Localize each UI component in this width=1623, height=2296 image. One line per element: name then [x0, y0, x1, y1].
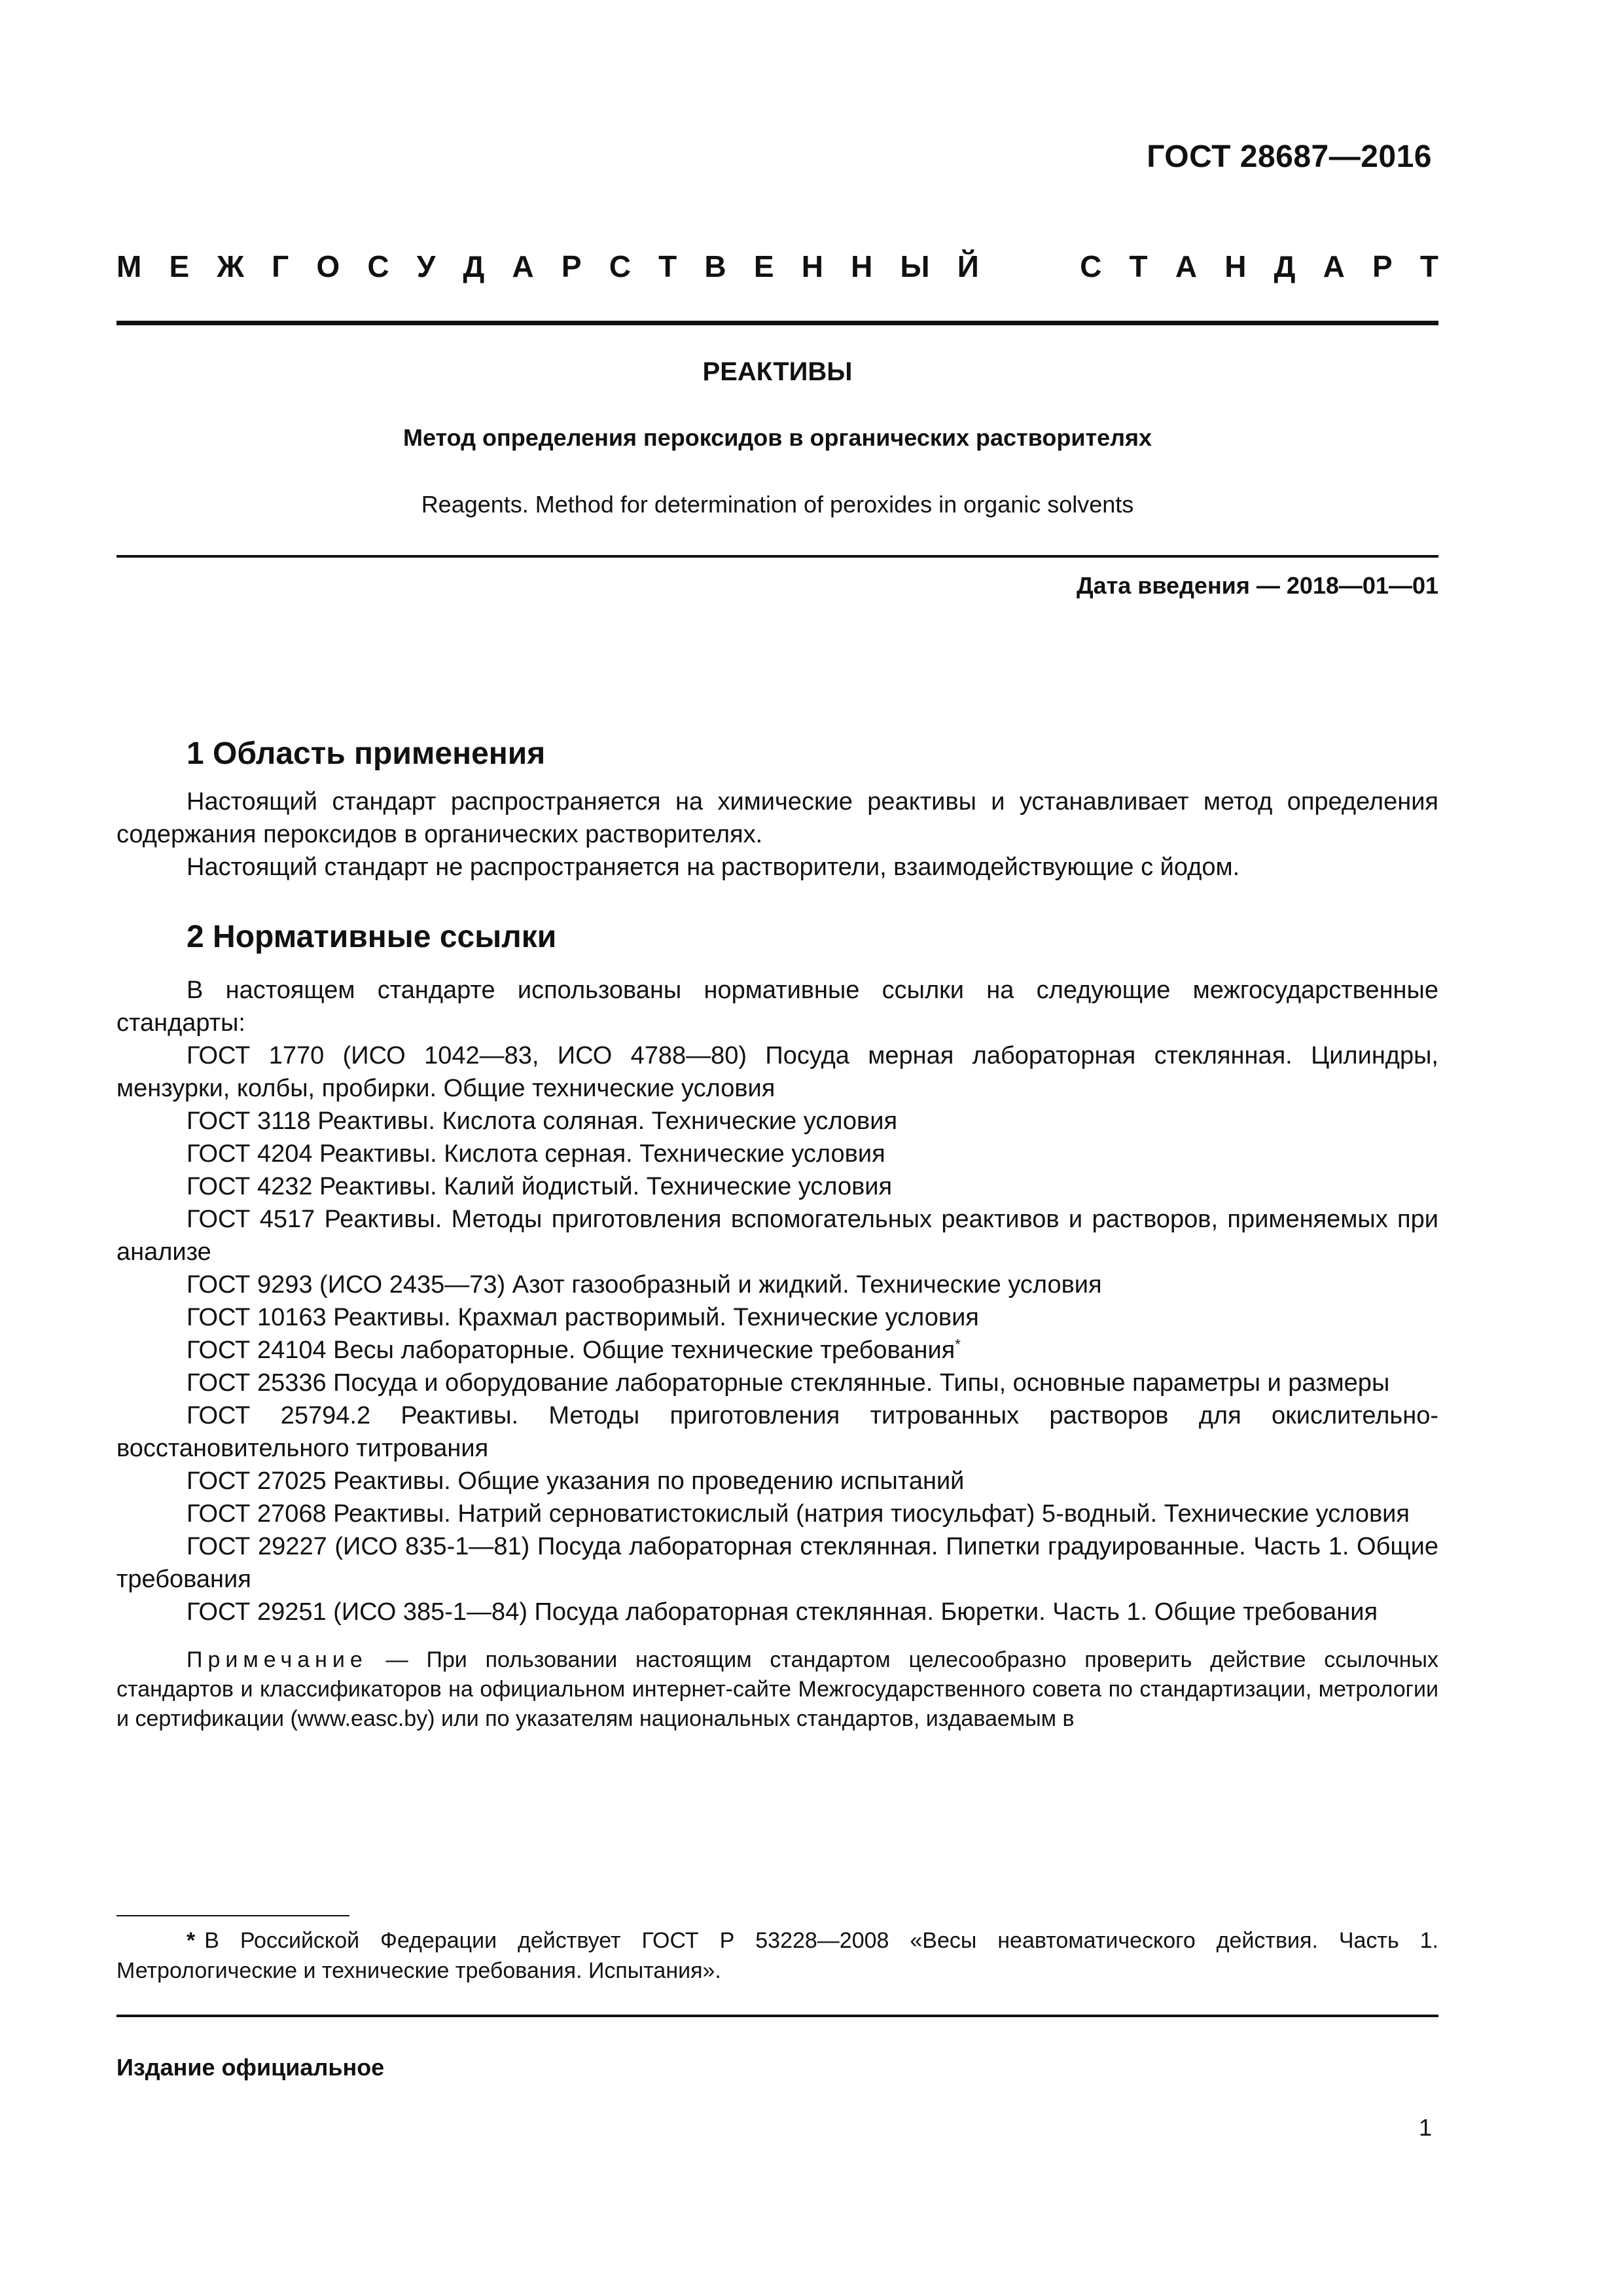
section-1-title: 1 Область применения	[187, 736, 546, 771]
heading-letter: О	[316, 249, 340, 283]
reference-item: ГОСТ 25336 Посуда и оборудование лабораторные стеклянные. Типы, основные параметры и размеры	[187, 1369, 1390, 1397]
introduction-date: Дата введения — 2018—01—01	[1076, 572, 1438, 599]
reference-item: ГОСТ 4204 Реактивы. Кислота серная. Технические условия	[187, 1140, 885, 1168]
section-1-paragraph: Настоящий стандарт не распространяется на растворители, взаимодействующие с йодом.	[187, 853, 1240, 881]
reference-item: ГОСТ 4517 Реактивы. Методы приготовления вспомогательных реактивов и растворов, применяемых при анализе	[116, 1206, 1438, 1266]
heading-letter: Н	[851, 249, 873, 283]
note	[116, 1645, 1438, 1734]
reference-item: ГОСТ 10163 Реактивы. Крахмал растворимый. Технические условия	[187, 1304, 979, 1331]
reference-item: ГОСТ 29227 (ИСО 835-1—81) Посуда лабораторная стеклянная. Пипетки градуированные. Часть 1. Общие требования	[116, 1533, 1438, 1593]
footnote-text: В Российской Федерации действует ГОСТ Р 53228—2008 «Весы неавтоматического действия. Часть 1. Метрологические и технические требования. Испытания».	[116, 1928, 1438, 1983]
document-title: РЕАКТИВЫ	[702, 357, 853, 386]
title-divider	[116, 555, 1438, 558]
heading-word-gap	[1007, 249, 1052, 284]
reference-item: ГОСТ 3118 Реактивы. Кислота соляная. Технические условия	[187, 1107, 898, 1135]
heading-letter: У	[416, 249, 436, 283]
heading-letter: С	[367, 249, 389, 283]
reference-item: ГОСТ 1770 (ИСО 1042—83, ИСО 4788—80) Посуда мерная лабораторная стеклянная. Цилиндры, мензурки, колбы, пробирки. Общие технические условия	[116, 1042, 1438, 1102]
heading-letter: Д	[463, 249, 485, 283]
heading-letter: А	[1323, 249, 1345, 283]
note-text: — При пользовании настоящим стандартом целесообразно проверить действие ссылочных стандартов и классификаторов на официальном интернет-сайте Межгосударственного совета по стандартизации, метрологии и сертификации (www.easc.by) или по указателям национальных стандартов, издаваемым в	[116, 1647, 1438, 1731]
heading-letter: Т	[658, 249, 677, 283]
section-2-title: 2 Нормативные ссылки	[187, 920, 557, 954]
heading-letter: С	[1080, 249, 1102, 283]
document-subtitle-en: Reagents. Method for determination of peroxides in organic solvents	[421, 491, 1134, 518]
reference-item: ГОСТ 27025 Реактивы. Общие указания по проведению испытаний	[187, 1467, 965, 1495]
heading-letter: Р	[561, 249, 582, 283]
heading-letter: Г	[272, 249, 289, 283]
section-1-paragraph: Настоящий стандарт распространяется на химические реактивы и устанавливает метод определения содержания пероксидов в органических растворителях.	[116, 788, 1438, 848]
note-label: Примечание	[187, 1647, 368, 1672]
gost-number: ГОСТ 28687—2016	[1147, 139, 1432, 174]
heading-letter: С	[609, 249, 631, 283]
reference-item: ГОСТ 25794.2 Реактивы. Методы приготовления титрованных растворов для окислительно-восстановительного титрования	[116, 1402, 1438, 1462]
heading-letter: А	[1175, 249, 1198, 283]
reference-text: ГОСТ 24104 Весы лабораторные. Общие технические требования	[187, 1336, 955, 1364]
top-divider	[116, 321, 1438, 325]
heading-letter: Ж	[217, 249, 244, 283]
heading-letter: Д	[1274, 249, 1296, 283]
heading-letter: Й	[957, 249, 979, 283]
bottom-divider	[116, 2015, 1438, 2017]
document-subtitle-ru: Метод определения пероксидов в органических растворителях	[402, 424, 1152, 451]
heading-letter: В	[704, 249, 726, 283]
edition-label: Издание официальное	[116, 2054, 385, 2081]
heading-letter: А	[512, 249, 534, 283]
heading-letter: М	[116, 249, 142, 283]
reference-item: ГОСТ 4232 Реактивы. Калий йодистый. Технические условия	[187, 1173, 893, 1200]
reference-item	[116, 1334, 1438, 1367]
footnote-star: *	[187, 1928, 196, 1953]
footnote	[116, 1926, 1438, 1986]
heading-letter: Е	[753, 249, 774, 283]
heading-letter: Е	[169, 249, 190, 283]
reference-item: ГОСТ 9293 (ИСО 2435—73) Азот газообразный и жидкий. Технические условия	[187, 1271, 1102, 1299]
footnote-marker: *	[955, 1336, 961, 1353]
heading-letter: Т	[1129, 249, 1148, 283]
heading-letter: Н	[1224, 249, 1247, 283]
heading-letter: Н	[801, 249, 823, 283]
heading-letter: Ы	[900, 249, 930, 283]
heading-letter: Р	[1372, 249, 1393, 283]
reference-item: ГОСТ 29251 (ИСО 385-1—84) Посуда лабораторная стеклянная. Бюретки. Часть 1. Общие требования	[187, 1598, 1378, 1626]
heading-letter: Т	[1419, 249, 1438, 283]
footnote-divider	[116, 1915, 349, 1916]
document-body	[116, 734, 1438, 1734]
reference-item: ГОСТ 27068 Реактивы. Натрий серноватистокислый (натрия тиосульфат) 5-водный. Технические условия	[187, 1500, 1410, 1528]
standard-type-heading	[116, 249, 1438, 284]
section-2-intro: В настоящем стандарте использованы нормативные ссылки на следующие межгосударственные стандарты:	[116, 977, 1438, 1037]
page-number: 1	[1418, 2114, 1432, 2141]
